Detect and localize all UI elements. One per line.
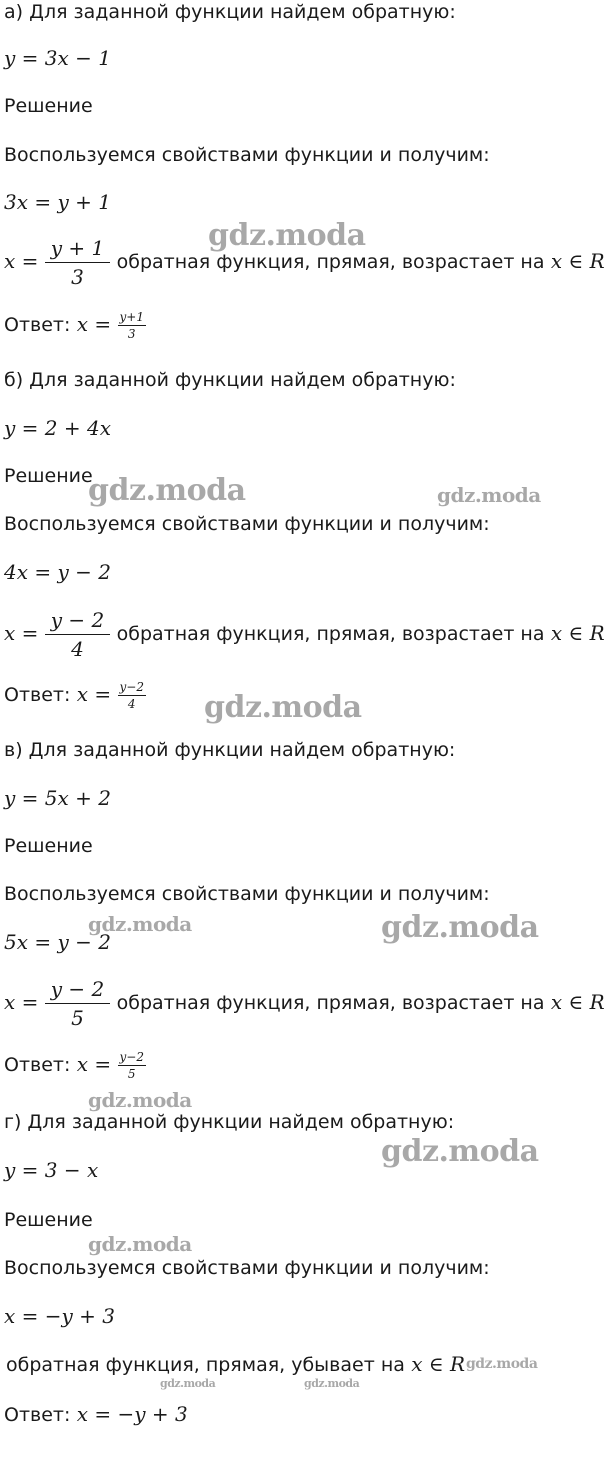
result-domain: x ∈ R: [411, 1352, 466, 1376]
intro-a: Воспользуемся свойствами функции и получим:: [4, 144, 490, 166]
step-b: 4x = y − 2: [4, 560, 111, 584]
answer-a: [4, 310, 146, 341]
result-note: обратная функция, прямая, убывает на: [6, 1354, 405, 1376]
result-lhs: x =: [4, 990, 39, 1014]
watermark: gdz.moda: [381, 910, 539, 945]
heading-b: б) Для заданной функции найдем обратную:: [4, 369, 456, 391]
answer-fraction: [118, 310, 146, 341]
watermark: gdz.moda: [88, 1088, 192, 1112]
given-d: y = 3 − x: [4, 1158, 99, 1182]
result-lhs: x =: [4, 249, 39, 273]
denominator: 3: [127, 327, 136, 341]
result-note: обратная функция, прямая, возрастает на: [116, 992, 545, 1014]
fraction: [45, 236, 111, 289]
given-c: y = 5x + 2: [4, 786, 111, 810]
result-lhs: x =: [4, 621, 39, 645]
numerator: y−2: [119, 1050, 144, 1064]
result-domain: x ∈ R: [550, 249, 605, 273]
heading-a: а) Для заданной функции найдем обратную:: [4, 1, 456, 23]
answer-label: Ответ:: [4, 314, 71, 336]
solution-label-d: Решение: [4, 1209, 93, 1231]
numerator: y + 1: [45, 236, 111, 263]
answer-lhs: x =: [76, 312, 112, 336]
answer-d: [4, 1402, 188, 1427]
answer-lhs: x =: [76, 1052, 112, 1076]
intro-c: Воспользуемся свойствами функции и получим:: [4, 883, 490, 905]
denominator: 5: [71, 1006, 84, 1030]
answer-fraction: [118, 1050, 146, 1081]
answer-label: Ответ:: [4, 1054, 71, 1076]
given-a: y = 3x − 1: [4, 46, 111, 70]
solution-label-c: Решение: [4, 835, 93, 857]
heading-d: г) Для заданной функции найдем обратную:: [4, 1111, 455, 1133]
watermark: gdz.moda: [466, 1356, 538, 1372]
denominator: 4: [71, 637, 84, 661]
result-domain: x ∈ R: [550, 621, 605, 645]
watermark: gdz.moda: [88, 912, 192, 936]
watermark: gdz.moda: [88, 473, 246, 508]
answer-b: [4, 680, 146, 711]
intro-d: Воспользуемся свойствами функции и получим:: [4, 1257, 490, 1279]
fraction: [45, 608, 111, 661]
denominator: 5: [127, 1067, 136, 1081]
answer-label: Ответ:: [4, 1404, 71, 1426]
step-c: 5x = y − 2: [4, 930, 111, 954]
watermark: gdz.moda: [208, 218, 366, 253]
watermark: gdz.moda: [381, 1134, 539, 1169]
result-b: [4, 608, 605, 661]
given-b: y = 2 + 4x: [4, 416, 111, 440]
result-d: [6, 1352, 465, 1377]
answer-lhs: x =: [76, 682, 112, 706]
answer-value: x = −y + 3: [76, 1402, 188, 1426]
answer-fraction: [118, 680, 146, 711]
result-domain: x ∈ R: [550, 990, 605, 1014]
watermark: gdz.moda: [304, 1377, 360, 1390]
result-note: обратная функция, прямая, возрастает на: [116, 623, 545, 645]
numerator: y−2: [119, 680, 144, 694]
intro-b: Воспользуемся свойствами функции и получим:: [4, 513, 490, 535]
solution-label-b: Решение: [4, 465, 93, 487]
watermark: gdz.moda: [88, 1232, 192, 1256]
result-note: обратная функция, прямая, возрастает на: [116, 251, 545, 273]
watermark: gdz.moda: [437, 483, 541, 507]
answer-c: [4, 1050, 146, 1081]
step-a: 3x = y + 1: [4, 190, 111, 214]
fraction: [45, 977, 111, 1030]
heading-c: в) Для заданной функции найдем обратную:: [4, 739, 456, 761]
solution-label-a: Решение: [4, 95, 93, 117]
answer-label: Ответ:: [4, 684, 71, 706]
numerator: y − 2: [45, 977, 111, 1004]
watermark: gdz.moda: [160, 1377, 216, 1390]
numerator: y+1: [119, 310, 144, 324]
result-c: [4, 977, 605, 1030]
step-d: x = −y + 3: [4, 1304, 116, 1328]
denominator: 3: [71, 265, 84, 289]
numerator: y − 2: [45, 608, 111, 635]
watermark: gdz.moda: [204, 690, 362, 725]
denominator: 4: [127, 697, 136, 711]
